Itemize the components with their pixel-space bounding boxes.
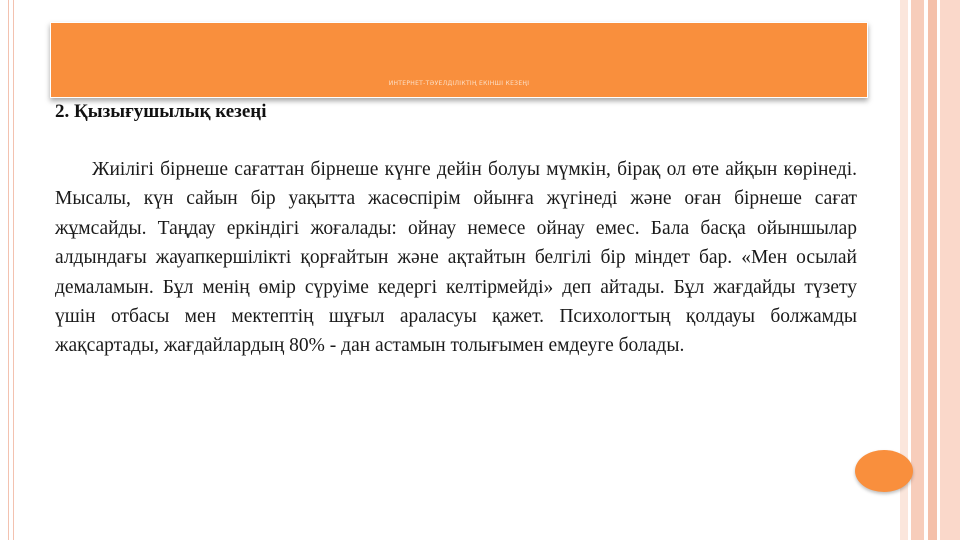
title-band (50, 22, 868, 98)
left-border-line-inner (13, 0, 14, 540)
slide-title: ИНТЕРНЕТ-ТӘУЕЛДІЛІКТІҢ ЕКІНШІ КЕЗЕҢІ (388, 80, 530, 87)
stripe (940, 0, 960, 540)
body-paragraph: Жиілігі бірнеше сағаттан бірнеше күнге дейін болуы мүмкін, бірақ ол өте айқын көрінеді. Мысалы, күн сайын бір уақытта жасөспірім ойынға жүгінеді және оған бірнеше сағат жұмсайды. Таңдау еркіндігі жоғалады: ойнау немесе ойнау емес. Бала басқа ойыншылар алдындағы жауапкершілікті қорғайтын және ақтайтын белгілі бір міндет бар. «Мен осылай демаламын. Бұл менің өмір сүруіме кедергі келтірмейді» деп айтады. Бұл жағдайды түзету үшін отбасы мен мектептің шұғыл араласуы қажет. Психологтың қолдауы болжамды жақсартады, жағдайлардың 80% - дан астамын толығымен емдеуге болады. (55, 159, 857, 357)
right-decorative-stripes (900, 0, 960, 540)
stripe (911, 0, 924, 540)
next-slide-button[interactable] (855, 450, 913, 492)
left-border-line (8, 0, 9, 540)
section-heading: 2. Қызығушылық кезеңі (55, 101, 267, 122)
stripe (928, 0, 937, 540)
